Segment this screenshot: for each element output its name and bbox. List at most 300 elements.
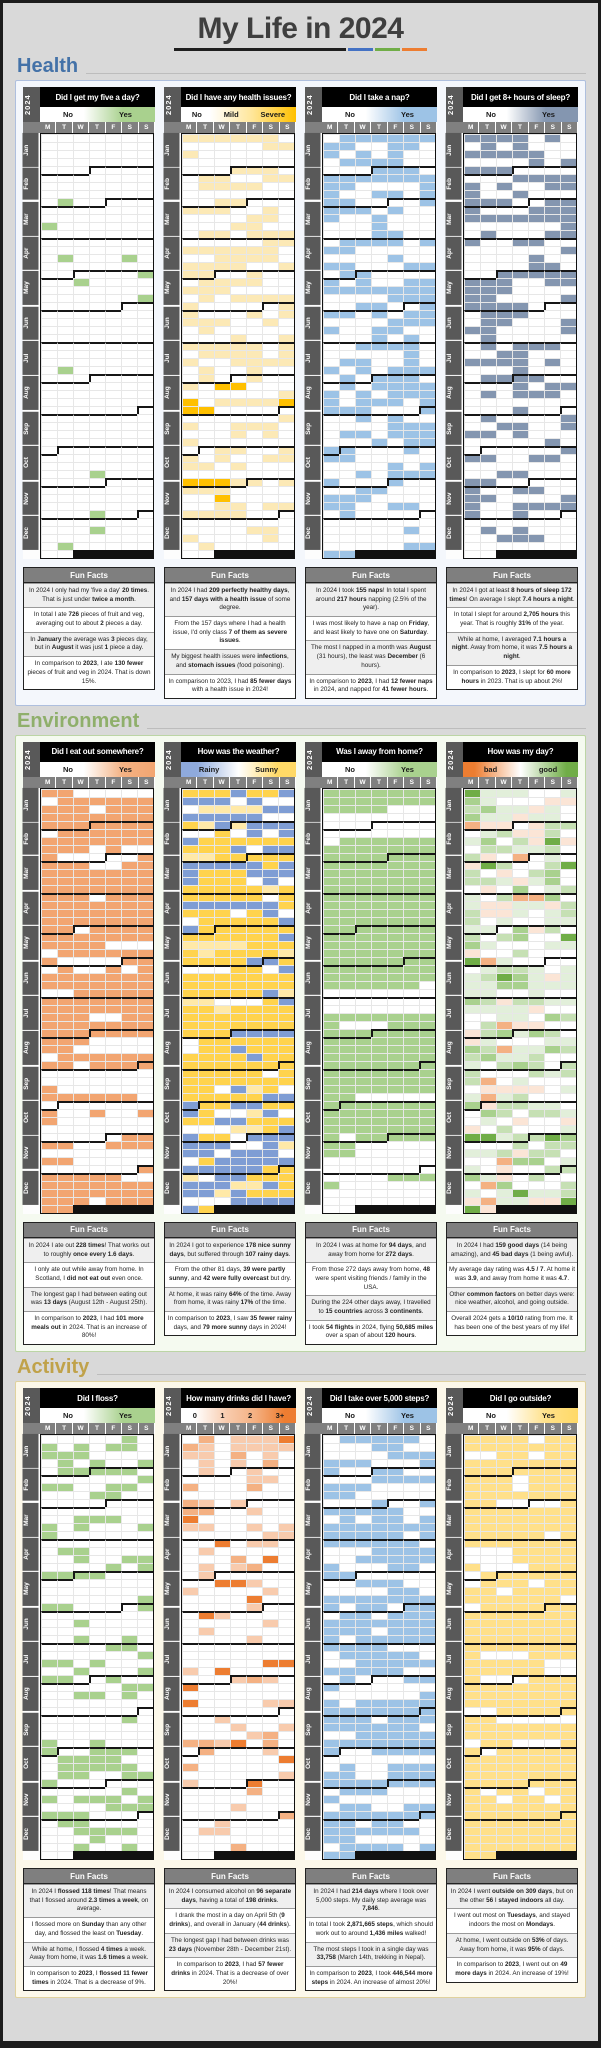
day-cell bbox=[262, 989, 278, 997]
day-cell bbox=[464, 286, 480, 294]
day-cell bbox=[246, 1603, 262, 1611]
day-cell bbox=[137, 1165, 153, 1173]
day-cell bbox=[278, 334, 294, 342]
day-cell bbox=[464, 150, 480, 158]
day-cell bbox=[544, 1787, 560, 1795]
day-cell bbox=[41, 853, 57, 861]
day-cell bbox=[512, 398, 528, 406]
day-cell bbox=[41, 1619, 57, 1627]
day-cell bbox=[89, 1691, 105, 1699]
day-cell bbox=[387, 1459, 403, 1467]
day-cell bbox=[323, 1197, 339, 1205]
day-cell bbox=[403, 1803, 419, 1811]
day-cell bbox=[57, 1093, 73, 1101]
day-cell bbox=[387, 989, 403, 997]
day-cell bbox=[105, 1005, 121, 1013]
day-cell bbox=[464, 1053, 480, 1061]
day-cell bbox=[137, 1451, 153, 1459]
day-cell bbox=[480, 1061, 496, 1069]
day-cell bbox=[339, 1125, 355, 1133]
day-cell bbox=[403, 1157, 419, 1165]
day-cell bbox=[512, 1731, 528, 1739]
day-cell bbox=[198, 1571, 214, 1579]
day-cell bbox=[73, 486, 89, 494]
day-cell bbox=[339, 198, 355, 206]
day-cell bbox=[339, 1205, 355, 1213]
day-cell bbox=[512, 1531, 528, 1539]
day-cell bbox=[262, 142, 278, 150]
day-cell bbox=[339, 1467, 355, 1475]
day-cell bbox=[73, 1723, 89, 1731]
day-cell bbox=[182, 1045, 198, 1053]
day-cell bbox=[246, 390, 262, 398]
day-cell bbox=[262, 542, 278, 550]
day-cell bbox=[355, 238, 371, 246]
day-cell bbox=[496, 1165, 512, 1173]
day-cell bbox=[528, 190, 544, 198]
day-cell bbox=[371, 805, 387, 813]
day-cell bbox=[480, 550, 496, 558]
day-cell bbox=[512, 238, 528, 246]
day-cell bbox=[544, 1643, 560, 1651]
day-cell bbox=[89, 901, 105, 909]
month-label: Jul bbox=[446, 996, 462, 1030]
day-header-cell: W bbox=[214, 1423, 230, 1434]
fun-fact: At home, it was rainy 64% of the time. Away from home, it was rainy 17% of the time. bbox=[165, 1287, 295, 1311]
day-cell bbox=[323, 1667, 339, 1675]
day-cell bbox=[73, 965, 89, 973]
day-cell bbox=[544, 1523, 560, 1531]
day-cell bbox=[403, 1691, 419, 1699]
day-cell bbox=[371, 1141, 387, 1149]
day-header-corner bbox=[164, 777, 181, 788]
day-cell bbox=[246, 789, 262, 797]
day-cell bbox=[278, 526, 294, 534]
day-cell bbox=[528, 1181, 544, 1189]
day-cell bbox=[182, 254, 198, 262]
day-cell bbox=[403, 406, 419, 414]
day-cell bbox=[246, 270, 262, 278]
day-cell bbox=[89, 1045, 105, 1053]
day-cell bbox=[560, 358, 576, 366]
month-label: May bbox=[164, 271, 180, 305]
day-cell bbox=[198, 933, 214, 941]
day-cell bbox=[419, 1141, 435, 1149]
day-cell bbox=[182, 957, 198, 965]
day-cell bbox=[371, 1835, 387, 1843]
chart-legend bbox=[463, 107, 578, 122]
day-cell bbox=[214, 909, 230, 917]
day-cell bbox=[419, 837, 435, 845]
day-cell bbox=[198, 1803, 214, 1811]
day-cell bbox=[512, 1507, 528, 1515]
day-cell bbox=[278, 1531, 294, 1539]
day-cell bbox=[198, 1005, 214, 1013]
month-label: Dec bbox=[446, 1171, 462, 1205]
day-cell bbox=[121, 422, 137, 430]
day-cell bbox=[403, 1117, 419, 1125]
day-cell bbox=[89, 1459, 105, 1467]
day-cell bbox=[246, 278, 262, 286]
day-cell bbox=[560, 1077, 576, 1085]
day-cell bbox=[137, 821, 153, 829]
day-cell bbox=[214, 941, 230, 949]
day-cell bbox=[528, 1547, 544, 1555]
fun-fact: In total I slept for around 2,705 hours this year. That is roughly 31% of the year. bbox=[447, 607, 577, 631]
day-cell bbox=[246, 526, 262, 534]
day-cell bbox=[496, 1763, 512, 1771]
day-cell bbox=[57, 1691, 73, 1699]
day-cell bbox=[230, 1021, 246, 1029]
fun-fact: From the 157 days where I had a health issue, I'd only class 7 of them as severe issues. bbox=[165, 616, 295, 649]
day-cell bbox=[355, 901, 371, 909]
day-cell bbox=[355, 949, 371, 957]
day-cell bbox=[560, 1579, 576, 1587]
day-cell bbox=[496, 486, 512, 494]
day-cell bbox=[512, 470, 528, 478]
day-cell bbox=[230, 526, 246, 534]
day-cell bbox=[480, 278, 496, 286]
day-cell bbox=[89, 1707, 105, 1715]
day-cell bbox=[403, 1699, 419, 1707]
day-cell bbox=[89, 1531, 105, 1539]
day-cell bbox=[105, 1539, 121, 1547]
fun-facts-title: Fun Facts bbox=[447, 1223, 577, 1238]
day-cell bbox=[419, 166, 435, 174]
day-cell bbox=[57, 254, 73, 262]
day-cell bbox=[41, 1603, 57, 1611]
day-cell bbox=[528, 1675, 544, 1683]
day-cell bbox=[137, 406, 153, 414]
day-cell bbox=[214, 246, 230, 254]
day-cell bbox=[230, 470, 246, 478]
day-cell bbox=[105, 1037, 121, 1045]
day-cell bbox=[480, 1491, 496, 1499]
day-cell bbox=[371, 278, 387, 286]
day-cell bbox=[419, 1005, 435, 1013]
day-cell bbox=[57, 893, 73, 901]
day-cell bbox=[496, 270, 512, 278]
day-cell bbox=[323, 1731, 339, 1739]
day-cell bbox=[73, 813, 89, 821]
day-cell bbox=[496, 925, 512, 933]
day-cell bbox=[246, 1165, 262, 1173]
day-cell bbox=[214, 1451, 230, 1459]
day-cell bbox=[512, 142, 528, 150]
day-cell bbox=[403, 398, 419, 406]
day-header-cell: T bbox=[197, 1423, 213, 1434]
day-cell bbox=[419, 1803, 435, 1811]
day-cell bbox=[355, 1539, 371, 1547]
day-cell bbox=[41, 1811, 57, 1819]
day-cell bbox=[182, 1061, 198, 1069]
day-cell bbox=[57, 1459, 73, 1467]
day-cell bbox=[355, 486, 371, 494]
day-cell bbox=[403, 502, 419, 510]
day-cell bbox=[464, 1539, 480, 1547]
day-cell bbox=[512, 909, 528, 917]
day-cell bbox=[464, 1739, 480, 1747]
day-cell bbox=[323, 1475, 339, 1483]
day-cell bbox=[182, 1205, 198, 1213]
day-cell bbox=[57, 374, 73, 382]
day-cell bbox=[198, 1435, 214, 1443]
day-cell bbox=[105, 1475, 121, 1483]
day-cell bbox=[371, 270, 387, 278]
day-cell bbox=[262, 957, 278, 965]
day-cell bbox=[198, 1643, 214, 1651]
fun-fact: The most I napped in a month was August (31 hours), the least was December (6 hours). bbox=[306, 640, 436, 673]
day-cell bbox=[496, 1005, 512, 1013]
day-cell bbox=[105, 1181, 121, 1189]
day-cell bbox=[57, 1523, 73, 1531]
day-cell bbox=[278, 1795, 294, 1803]
day-cell bbox=[528, 1787, 544, 1795]
day-cell bbox=[480, 1467, 496, 1475]
day-cell bbox=[403, 318, 419, 326]
day-cell bbox=[262, 1803, 278, 1811]
day-cell bbox=[73, 1707, 89, 1715]
day-cell bbox=[262, 1603, 278, 1611]
day-cell bbox=[57, 398, 73, 406]
day-cell bbox=[323, 1443, 339, 1451]
day-cell bbox=[496, 1579, 512, 1587]
day-cell bbox=[230, 997, 246, 1005]
day-cell bbox=[105, 1691, 121, 1699]
day-cell bbox=[528, 1595, 544, 1603]
day-cell bbox=[323, 270, 339, 278]
day-header-cell: F bbox=[529, 1423, 545, 1434]
day-cell bbox=[323, 1189, 339, 1197]
day-cell bbox=[528, 1117, 544, 1125]
day-cell bbox=[371, 334, 387, 342]
day-cell bbox=[480, 909, 496, 917]
day-cell bbox=[371, 1659, 387, 1667]
day-cell bbox=[57, 1563, 73, 1571]
day-cell bbox=[262, 1763, 278, 1771]
day-cell bbox=[41, 150, 57, 158]
day-cell bbox=[105, 1571, 121, 1579]
day-cell bbox=[89, 933, 105, 941]
day-cell bbox=[544, 470, 560, 478]
month-label: Nov bbox=[23, 1136, 39, 1169]
day-cell bbox=[198, 334, 214, 342]
month-label: Jun bbox=[305, 962, 321, 995]
day-cell bbox=[355, 1643, 371, 1651]
day-cell bbox=[544, 877, 560, 885]
day-cell bbox=[544, 997, 560, 1005]
fun-facts-card bbox=[164, 567, 296, 699]
day-cell bbox=[278, 190, 294, 198]
day-cell bbox=[323, 1715, 339, 1723]
day-cell bbox=[480, 350, 496, 358]
day-cell bbox=[339, 302, 355, 310]
day-cell bbox=[182, 1819, 198, 1827]
day-cell bbox=[355, 1133, 371, 1141]
day-cell bbox=[105, 366, 121, 374]
day-cell bbox=[512, 182, 528, 190]
fun-facts-card bbox=[446, 1222, 578, 1337]
day-cell bbox=[121, 1715, 137, 1723]
day-cell bbox=[246, 478, 262, 486]
day-cell bbox=[528, 1141, 544, 1149]
day-cell bbox=[73, 1779, 89, 1787]
day-cell bbox=[41, 1563, 57, 1571]
day-cell bbox=[137, 1197, 153, 1205]
day-cell bbox=[214, 1149, 230, 1157]
day-cell bbox=[89, 1165, 105, 1173]
day-cell bbox=[121, 997, 137, 1005]
day-cell bbox=[262, 1045, 278, 1053]
day-cell bbox=[496, 182, 512, 190]
day-cell bbox=[480, 518, 496, 526]
day-cell bbox=[480, 318, 496, 326]
day-cell bbox=[544, 1013, 560, 1021]
day-cell bbox=[262, 893, 278, 901]
day-cell bbox=[246, 845, 262, 853]
day-cell bbox=[105, 957, 121, 965]
day-cell bbox=[528, 1827, 544, 1835]
day-cell bbox=[182, 1133, 198, 1141]
section-environment bbox=[15, 710, 586, 1352]
day-cell bbox=[182, 446, 198, 454]
day-cell bbox=[214, 262, 230, 270]
day-cell bbox=[262, 1061, 278, 1069]
day-cell bbox=[480, 1811, 496, 1819]
day-cell bbox=[387, 1651, 403, 1659]
day-cell bbox=[41, 318, 57, 326]
day-cell bbox=[105, 869, 121, 877]
day-cell bbox=[182, 1547, 198, 1555]
month-label: Sep bbox=[305, 412, 321, 445]
day-cell bbox=[89, 1819, 105, 1827]
day-cell bbox=[512, 382, 528, 390]
day-cell bbox=[371, 358, 387, 366]
day-cell bbox=[403, 286, 419, 294]
day-cell bbox=[198, 965, 214, 973]
day-cell bbox=[371, 438, 387, 446]
day-cell bbox=[464, 494, 480, 502]
day-cell bbox=[560, 1443, 576, 1451]
day-cell bbox=[371, 1531, 387, 1539]
day-cell bbox=[496, 1683, 512, 1691]
day-header-cell: W bbox=[214, 777, 230, 788]
day-cell bbox=[560, 454, 576, 462]
day-cell bbox=[387, 1787, 403, 1795]
day-cell bbox=[512, 1173, 528, 1181]
day-cell bbox=[560, 302, 576, 310]
day-cell bbox=[419, 1619, 435, 1627]
day-cell bbox=[387, 1045, 403, 1053]
day-cell bbox=[73, 534, 89, 542]
day-cell bbox=[73, 1507, 89, 1515]
day-cell bbox=[105, 294, 121, 302]
day-cell bbox=[371, 869, 387, 877]
day-cell bbox=[560, 150, 576, 158]
day-cell bbox=[105, 1053, 121, 1061]
day-cell bbox=[73, 941, 89, 949]
day-cell bbox=[137, 1443, 153, 1451]
day-cell bbox=[121, 238, 137, 246]
day-cell bbox=[73, 310, 89, 318]
day-cell bbox=[262, 350, 278, 358]
legend-label: Yes bbox=[401, 110, 414, 119]
chart-header bbox=[305, 742, 437, 777]
day-cell bbox=[57, 190, 73, 198]
day-cell bbox=[262, 254, 278, 262]
day-cell bbox=[262, 885, 278, 893]
day-cell bbox=[262, 1149, 278, 1157]
day-cell bbox=[105, 262, 121, 270]
day-cell bbox=[512, 198, 528, 206]
day-cell bbox=[480, 1189, 496, 1197]
day-cell bbox=[105, 933, 121, 941]
day-cell bbox=[371, 877, 387, 885]
day-cell bbox=[246, 470, 262, 478]
day-cell bbox=[89, 1475, 105, 1483]
day-cell bbox=[262, 486, 278, 494]
day-cell bbox=[73, 1101, 89, 1109]
day-cell bbox=[480, 1699, 496, 1707]
day-cell bbox=[198, 1205, 214, 1213]
month-label: Mar bbox=[446, 202, 462, 236]
day-cell bbox=[41, 1843, 57, 1851]
day-cell bbox=[214, 1197, 230, 1205]
fun-fact: In comparison to 2023, I had 101 more meals out in 2024. That is an increase of 80%! bbox=[24, 1311, 154, 1344]
day-cell bbox=[387, 1085, 403, 1093]
day-cell bbox=[57, 1683, 73, 1691]
day-cell bbox=[230, 1739, 246, 1747]
day-cell bbox=[323, 1635, 339, 1643]
day-cell bbox=[512, 230, 528, 238]
day-cell bbox=[560, 1013, 576, 1021]
day-cell bbox=[121, 1005, 137, 1013]
day-cell bbox=[182, 1555, 198, 1563]
day-cell bbox=[560, 1635, 576, 1643]
month-label: Apr bbox=[23, 237, 39, 270]
day-cell bbox=[528, 1189, 544, 1197]
chart-header bbox=[446, 87, 578, 122]
day-cell bbox=[230, 406, 246, 414]
day-cell bbox=[464, 414, 480, 422]
day-cell bbox=[105, 1619, 121, 1627]
day-cell bbox=[371, 829, 387, 837]
day-cell bbox=[41, 1491, 57, 1499]
legend-label: 2 bbox=[248, 1411, 253, 1421]
day-cell bbox=[246, 1149, 262, 1157]
day-cell bbox=[560, 494, 576, 502]
day-cell bbox=[262, 166, 278, 174]
day-cell bbox=[214, 933, 230, 941]
day-cell bbox=[323, 789, 339, 797]
day-cell bbox=[73, 470, 89, 478]
day-cell bbox=[464, 134, 480, 142]
day-cell bbox=[121, 270, 137, 278]
day-cell bbox=[496, 1053, 512, 1061]
day-cell bbox=[496, 206, 512, 214]
day-cell bbox=[371, 454, 387, 462]
day-cell bbox=[323, 486, 339, 494]
day-cell bbox=[121, 1835, 137, 1843]
day-cell bbox=[121, 789, 137, 797]
day-cell bbox=[214, 925, 230, 933]
day-cell bbox=[230, 1555, 246, 1563]
day-cell bbox=[246, 1029, 262, 1037]
day-cell bbox=[496, 965, 512, 973]
day-cell bbox=[198, 1747, 214, 1755]
day-cell bbox=[57, 1165, 73, 1173]
day-cell bbox=[198, 350, 214, 358]
